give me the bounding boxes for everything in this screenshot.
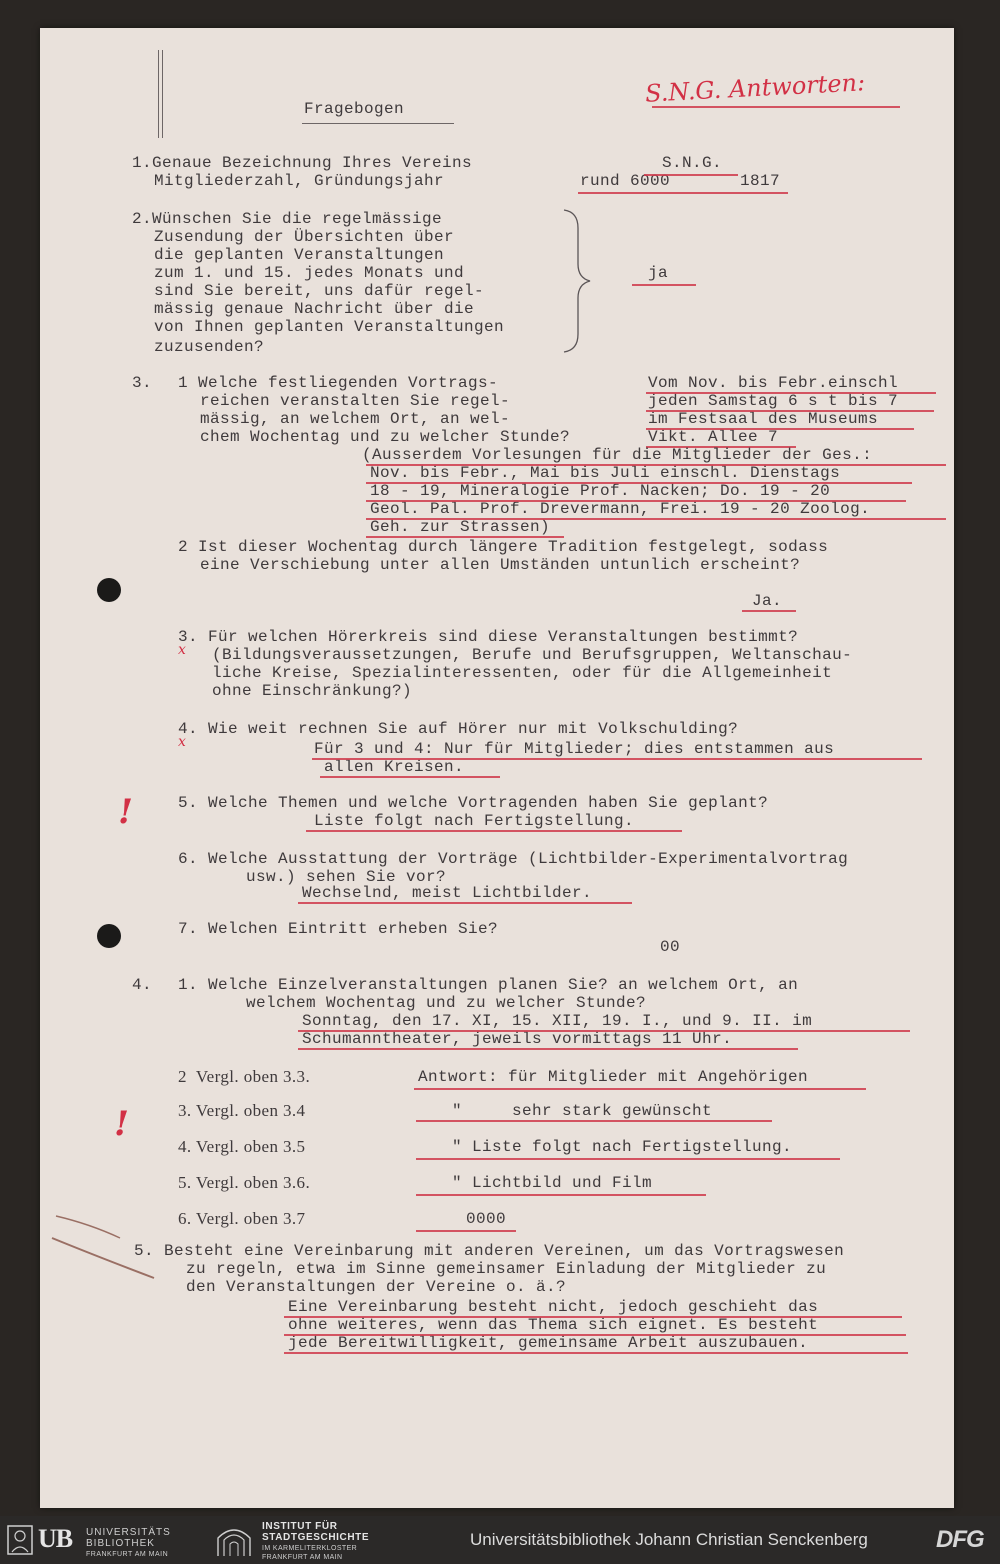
red-underline bbox=[366, 518, 946, 520]
question-3-3-line: ohne Einschränkung?) bbox=[212, 682, 413, 700]
red-underline bbox=[298, 1048, 798, 1050]
question-3-1-line: 1 Welche festliegenden Vortrags- bbox=[178, 374, 499, 392]
institute-name-line: STADTGESCHICHTE bbox=[262, 1532, 370, 1543]
question-2-line: von Ihnen geplanten Veranstaltungen bbox=[154, 318, 505, 336]
ub-logo: UB bbox=[38, 1524, 73, 1553]
question-4-1-line: welchem Wochentag und zu welcher Stunde? bbox=[246, 994, 647, 1012]
answer-3-1-extra-line: Geol. Pal. Prof. Drevermann, Frei. 19 - 20 Zoolog. bbox=[370, 500, 871, 518]
question-4-row-answer: " Lichtbild und Film bbox=[452, 1174, 653, 1192]
question-4-row-label: 2 Vergl. oben 3.3. bbox=[178, 1067, 311, 1086]
question-4-1-line: 1. Welche Einzelveranstaltungen planen Sie? an welchem Ort, an bbox=[178, 976, 799, 994]
red-underline bbox=[416, 1120, 772, 1122]
question-3-1-line: reichen veranstalten Sie regel- bbox=[200, 392, 511, 410]
question-5-line: 5. Besteht eine Vereinbarung mit anderen Vereinen, um das Vortragswesen bbox=[134, 1242, 845, 1260]
red-underline bbox=[578, 192, 788, 194]
red-underline bbox=[284, 1352, 908, 1354]
margin-mark: x bbox=[178, 734, 186, 750]
question-3-3-line: 3. Für welchen Hörerkreis sind diese Veranstaltungen bestimmt? bbox=[178, 628, 799, 646]
question-4-number: 4. bbox=[132, 976, 153, 994]
question-3-3-line: (Bildungsveraussetzungen, Berufe und Berufsgruppen, Weltanschau- bbox=[212, 646, 853, 664]
document-page bbox=[40, 28, 954, 1508]
punch-hole bbox=[97, 578, 121, 602]
answer-3-1-extra-line: Nov. bis Febr., Mai bis Juli einschl. Dienstags bbox=[370, 464, 841, 482]
question-3-2-line: eine Verschiebung unter allen Umständen untunlich erscheint? bbox=[200, 556, 801, 574]
question-4-row-answer: Antwort: für Mitglieder mit Angehörigen bbox=[418, 1068, 809, 1086]
answer-3-1-extra-line: (Ausserdem Vorlesungen für die Mitglieder der Ges.: bbox=[362, 446, 873, 464]
answer-3-1-extra-line: Geh. zur Strassen) bbox=[370, 518, 551, 536]
red-underline bbox=[312, 758, 922, 760]
answer-5-line: jede Bereitwilligkeit, gemeinsame Arbeit auszubauen. bbox=[288, 1334, 809, 1352]
question-2-line: die geplanten Veranstaltungen bbox=[154, 246, 445, 264]
red-underline bbox=[416, 1158, 840, 1160]
question-3-1-line: mässig, an welchem Ort, an wel- bbox=[200, 410, 511, 428]
margin-mark: ! bbox=[114, 1104, 129, 1144]
answer-3-5: Liste folgt nach Fertigstellung. bbox=[314, 812, 635, 830]
red-underline bbox=[416, 1194, 706, 1196]
question-4-row-answer: " Liste folgt nach Fertigstellung. bbox=[452, 1138, 793, 1156]
answer-1-year: 1817 bbox=[740, 172, 781, 190]
red-underline bbox=[366, 482, 912, 484]
title-underline bbox=[302, 123, 454, 124]
question-3-1-line: chem Wochentag und zu welcher Stunde? bbox=[200, 428, 571, 446]
question-4-row-label: 4. Vergl. oben 3.5 bbox=[178, 1137, 306, 1156]
question-1-line: 1.Genaue Bezeichnung Ihres Vereins bbox=[132, 154, 473, 172]
red-underline bbox=[742, 610, 796, 612]
answer-4-1-line: Schumanntheater, jeweils vormittags 11 Uhr. bbox=[302, 1030, 733, 1048]
answer-3-6: Wechselnd, meist Lichtbilder. bbox=[302, 884, 593, 902]
red-underline bbox=[284, 1334, 906, 1336]
question-2-line: 2.Wünschen Sie die regelmässige bbox=[132, 210, 443, 228]
margin-mark: ! bbox=[118, 792, 133, 832]
answer-3-1-extra-line: 18 - 19, Mineralogie Prof. Nacken; Do. 19 - 20 bbox=[370, 482, 831, 500]
red-underline bbox=[644, 174, 738, 176]
institute-name-line: INSTITUT FÜR bbox=[262, 1521, 338, 1532]
red-underline bbox=[416, 1230, 516, 1232]
red-underline bbox=[366, 500, 906, 502]
answer-1-count: rund 6000 bbox=[580, 172, 671, 190]
question-4-row-label: 5. Vergl. oben 3.6. bbox=[178, 1173, 311, 1192]
answer-3-1-line: Vom Nov. bis Febr.einschl bbox=[648, 374, 899, 392]
answer-4-1-line: Sonntag, den 17. XI, 15. XII, 19. I., und 9. II. im bbox=[302, 1012, 813, 1030]
question-4-row-answer: 0000 bbox=[466, 1210, 507, 1228]
institute-name-line: FRANKFURT AM MAIN bbox=[262, 1554, 343, 1561]
red-underline bbox=[298, 1030, 910, 1032]
answer-3-1-line: Vikt. Allee 7 bbox=[648, 428, 779, 446]
question-3-5: 5. Welche Themen und welche Vortragenden haben Sie geplant? bbox=[178, 794, 769, 812]
footer-library-name: Universitätsbibliothek Johann Christian Senckenberg bbox=[470, 1530, 868, 1549]
question-5-line: zu regeln, etwa im Sinne gemeinsamer Einladung der Mitglieder zu bbox=[186, 1260, 827, 1278]
red-underline bbox=[320, 776, 500, 778]
answer-3-1-line: im Festsaal des Museums bbox=[648, 410, 879, 428]
question-3-3-line: liche Kreise, Spezialinteressenten, oder für die Allgemeinheit bbox=[212, 664, 833, 682]
page-title: Fragebogen bbox=[304, 100, 405, 118]
institute-arch-icon bbox=[214, 1522, 254, 1558]
answer-2: ja bbox=[648, 264, 669, 282]
red-underline bbox=[366, 464, 946, 466]
question-2-line: zuzusenden? bbox=[154, 338, 265, 356]
answer-3-4-line: Für 3 und 4: Nur für Mitglieder; dies entstammen aus bbox=[314, 740, 835, 758]
question-4-row-label: 3. Vergl. oben 3.4 bbox=[178, 1101, 306, 1120]
margin-mark: x bbox=[178, 642, 186, 658]
red-underline bbox=[646, 392, 936, 394]
answer-3-1-line: jeden Samstag 6 s t bis 7 bbox=[648, 392, 899, 410]
red-underline bbox=[284, 1316, 902, 1318]
margin-line bbox=[162, 50, 163, 138]
answer-5-line: Eine Vereinbarung besteht nicht, jedoch geschieht das bbox=[288, 1298, 819, 1316]
answer-3-4-line: allen Kreisen. bbox=[324, 758, 465, 776]
ub-name-line: FRANKFURT AM MAIN bbox=[86, 1551, 169, 1558]
handwritten-header: S.N.G. Antworten: bbox=[644, 68, 866, 108]
red-underline bbox=[646, 428, 914, 430]
red-underline bbox=[306, 830, 682, 832]
university-seal-icon bbox=[6, 1524, 34, 1556]
question-3-7: 7. Welchen Eintritt erheben Sie? bbox=[178, 920, 499, 938]
question-5-line: den Veranstaltungen der Vereine o. ä.? bbox=[186, 1278, 567, 1296]
ub-name-line: UNIVERSITÄTS bbox=[86, 1527, 171, 1538]
answer-1-name: S.N.G. bbox=[662, 154, 723, 172]
question-2-line: mässig genaue Nachricht über die bbox=[154, 300, 475, 318]
margin-line bbox=[158, 50, 159, 138]
ub-name-line: BIBLIOTHEK bbox=[86, 1538, 155, 1549]
question-3-number: 3. bbox=[132, 374, 153, 392]
answer-5-line: ohne weiteres, wenn das Thema sich eignet. Es besteht bbox=[288, 1316, 819, 1334]
footer-bar bbox=[0, 1516, 1000, 1564]
brace-icon bbox=[556, 208, 592, 354]
red-underline bbox=[646, 410, 934, 412]
answer-3-7: 00 bbox=[660, 938, 681, 956]
answer-3-2: Ja. bbox=[752, 592, 783, 610]
red-underline bbox=[298, 902, 632, 904]
question-3-6-line: 6. Welche Ausstattung der Vorträge (Lichtbilder-Experimentalvortrag bbox=[178, 850, 849, 868]
red-underline bbox=[652, 106, 900, 108]
punch-hole bbox=[97, 924, 121, 948]
question-1-line: Mitgliederzahl, Gründungsjahr bbox=[154, 172, 445, 190]
dfg-logo: DFG bbox=[936, 1526, 984, 1553]
institute-name-line: IM KARMELITERKLOSTER bbox=[262, 1545, 358, 1552]
question-3-4: 4. Wie weit rechnen Sie auf Hörer nur mit Volkschulding? bbox=[178, 720, 739, 738]
question-4-row-label: 6. Vergl. oben 3.7 bbox=[178, 1209, 306, 1228]
question-3-2-line: 2 Ist dieser Wochentag durch längere Tradition festgelegt, sodass bbox=[178, 538, 829, 556]
question-2-line: sind Sie bereit, uns dafür regel- bbox=[154, 282, 485, 300]
red-underline bbox=[414, 1088, 866, 1090]
question-3-6-line: usw.) sehen Sie vor? bbox=[246, 868, 447, 886]
red-underline bbox=[632, 284, 696, 286]
question-2-line: Zusendung der Übersichten über bbox=[154, 228, 455, 246]
question-2-line: zum 1. und 15. jedes Monats und bbox=[154, 264, 465, 282]
question-4-row-answer: " sehr stark gewünscht bbox=[452, 1102, 713, 1120]
